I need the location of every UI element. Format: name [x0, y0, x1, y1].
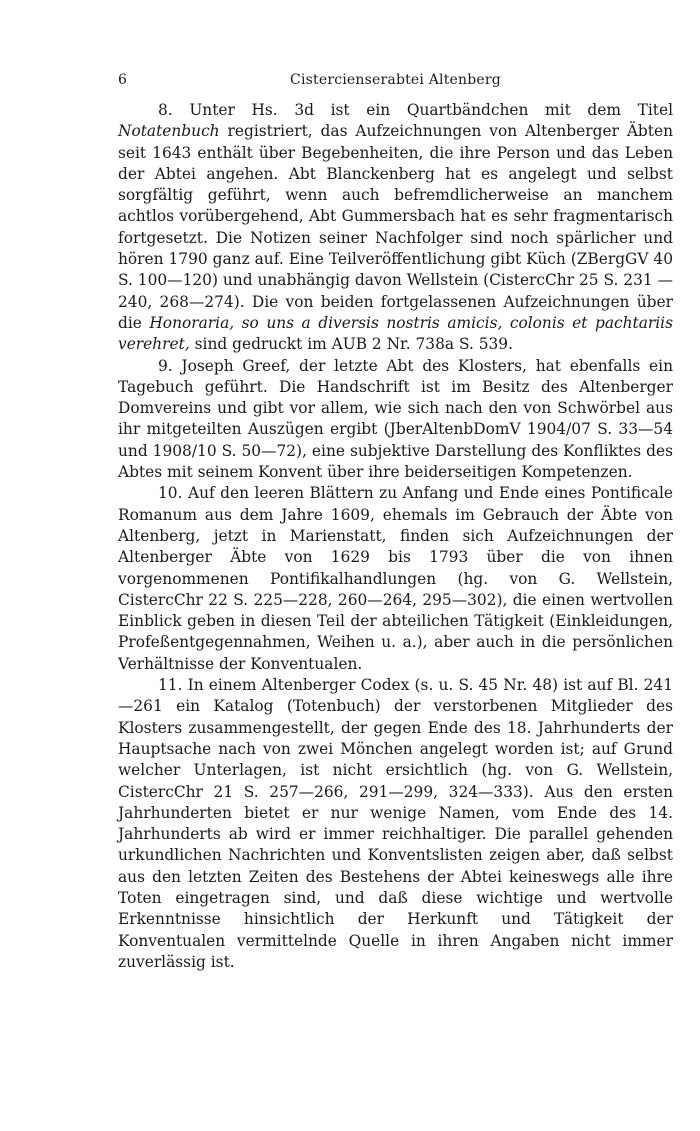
book-title-italic: Notatenbuch: [118, 122, 220, 141]
running-head: [118, 72, 673, 94]
paragraph-text: 11. In einem Altenberger Codex (s. u. S. 45 Nr. 48) ist auf Bl. 241—261 ein Katalog (Totenbuch) der verstorbenen Mitglieder des Klosters zusammengestellt, der gegen Ende des 18. Jahrhunderts der Hauptsache nach von zwei Mönchen angelegt worden ist; auf Grund welcher Unterlagen, ist nicht ersichtlich (hg. von G. Wellstein, CistercChr 21 S. 257—266, 291—299, 324—333). Aus den ersten Jahrhunderten bietet er nur wenige Namen, vom Ende des 14. Jahrhunderts ab wird er immer reichhaltiger. Die parallel gehenden urkundlichen Nachrichten und Konventslisten zeigen aber, daß selbst aus den letzten Zeiten des Bestehens der Abtei keineswegs alle ihre Toten eingetragen sind, und daß diese wichtige und wertvolle Erkenntnisse hinsichtlich der Herkunft und Tätigkeit der Konventualen vermittelnde Quelle in ihren Angaben nicht immer zuverlässig ist.: [118, 676, 673, 971]
book-page: [118, 72, 673, 973]
paragraph-text: registriert, das Aufzeichnungen von Altenberger Äbten seit 1643 enthält über Begebenheiten, die ihre Person und das Leben der Abtei angehen. Abt Blanckenberg hat es angelegt und selbst sorgfältig geführt, wenn auch befremdlicherweise an manchem achtlos vorübergehend, Abt Gummersbach hat es sehr fragmentarisch fortgesetzt. Die Notizen seiner Nachfolger sind noch spärlicher und hören 1790 ganz auf. Eine Teilveröffentlichung gibt Küch (ZBergGV 40 S. 100—120) und unabhängig davon Wellstein (CistercChr 25 S. 231 —240, 268—274). Die von beiden fortgelassenen Aufzeichnungen über die: [118, 122, 673, 332]
paragraph-text: 10. Auf den leeren Blättern zu Anfang und Ende eines Pontificale Romanum aus dem Jahre 1609, ehemals im Gebrauch der Äbte von Altenberg, jetzt in Marienstatt, finden sich Aufzeichnungen der Altenberger Äbte von 1629 bis 1793 über die von ihnen vorgenommenen Pontifikalhandlungen (hg. von G. Wellstein, CistercChr 22 S. 225—228, 260—264, 295—302), die einen wertvollen Einblick geben in diesen Teil der abteilichen Tätigkeit (Einkleidungen, Profeßentgegennahmen, Weihen u. a.), aber auch in die persönlichen Verhältnisse der Konventualen.: [118, 484, 673, 673]
paragraph-text: 8. Unter Hs. 3d ist ein Quartbändchen mit dem Titel: [158, 101, 673, 119]
paragraph-text: 9. Joseph Greef, der letzte Abt des Klosters, hat ebenfalls ein Tagebuch geführt. Die Handschrift ist im Besitz des Altenberger Domvereins und gibt vor allem, wie sich nach den von Schwörbel aus ihr mitgeteilten Auszügen ergibt (JberAltenbDomV 1904/07 S. 33—54 und 1908/10 S. 50—72), eine subjektive Darstellung des Konfliktes des Abtes mit seinem Konvent über ihre beiderseitigen Kompetenzen.: [118, 356, 673, 482]
paragraph-10: [118, 483, 673, 675]
running-title: Cistercienserabtei Altenberg: [290, 72, 501, 88]
page-number: 6: [118, 72, 127, 88]
paragraph-text: sind gedruckt im AUB 2 Nr. 738a S. 539.: [189, 335, 513, 354]
paragraph-9: [118, 356, 673, 484]
paragraph-8: [118, 100, 673, 356]
paragraph-11: [118, 675, 673, 973]
quoted-title-italic: Honoraria, so uns a diversis nostris amicis, colonis et pachtariis verehret,: [118, 313, 673, 354]
